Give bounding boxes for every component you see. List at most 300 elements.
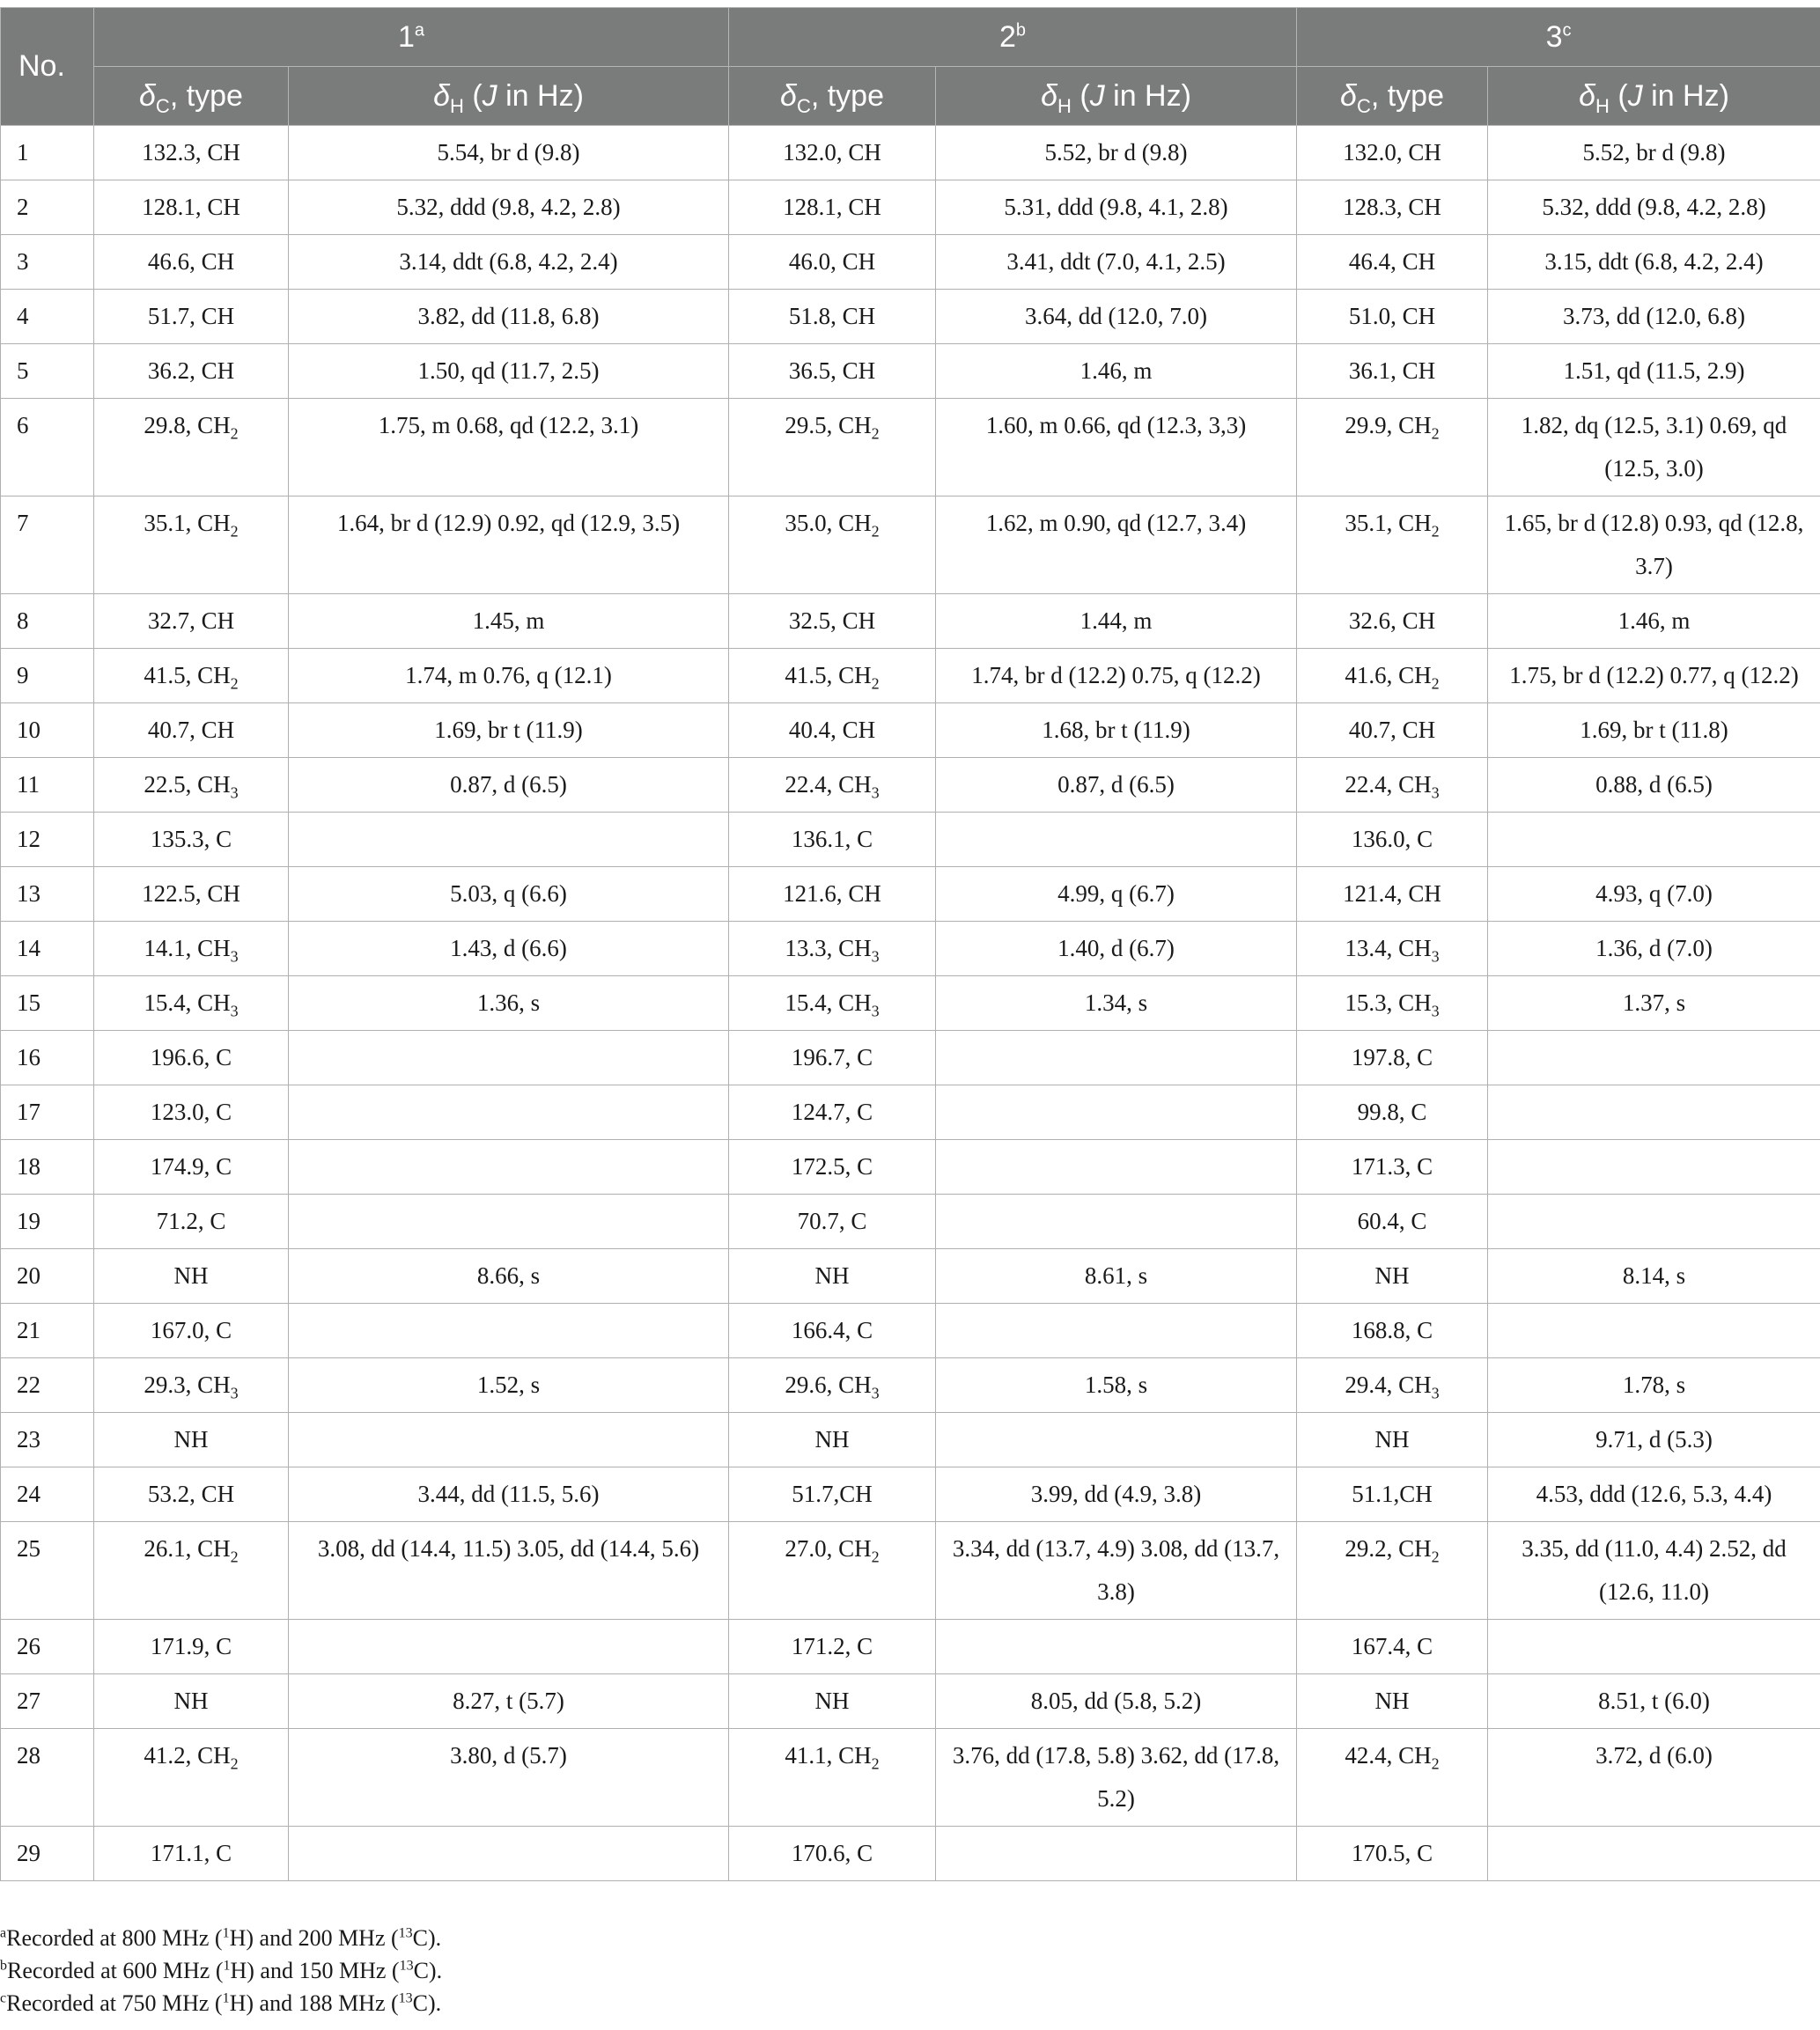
carbon-shift-cell: NH	[729, 1249, 936, 1304]
table-row	[1, 1413, 1820, 1467]
proton-shift-cell: 3.73, dd (12.0, 6.8)	[1488, 290, 1820, 344]
delta-symbol: δ	[433, 78, 450, 113]
carbon-shift-cell: 40.7, CH	[94, 703, 289, 758]
proton-shift-cell: 1.45, m	[289, 594, 729, 649]
position-number: 7	[1, 496, 94, 594]
carbon-shift-text: 41.1, CH	[785, 1742, 872, 1769]
carbon-shift-text: 41.5, CH	[144, 662, 231, 688]
proton-shift-cell: 4.99, q (6.7)	[936, 867, 1297, 922]
carbon-shift-cell: 36.5, CH	[729, 344, 936, 399]
hydrogen-count: 2	[1431, 1548, 1440, 1566]
carbon-shift-cell	[729, 1522, 936, 1620]
proton-shift-cell	[936, 1140, 1297, 1195]
proton-shift-cell	[1488, 1085, 1820, 1140]
proton-shift-cell	[1488, 1827, 1820, 1881]
carbon-shift-cell: 46.6, CH	[94, 235, 289, 290]
proton-shift-cell: 1.43, d (6.6)	[289, 922, 729, 976]
proton-shift-cell: 1.40, d (6.7)	[936, 922, 1297, 976]
carbon-shift-cell	[1297, 1522, 1488, 1620]
position-number: 3	[1, 235, 94, 290]
hydrogen-count: 2	[871, 1754, 880, 1773]
carbon-shift-cell	[1297, 922, 1488, 976]
carbon-shift-cell	[94, 649, 289, 703]
carbon-shift-cell: 170.5, C	[1297, 1827, 1488, 1881]
footnote-text: H) and 150 MHz (	[230, 1958, 400, 1983]
proton-shift-cell: 5.31, ddd (9.8, 4.1, 2.8)	[936, 180, 1297, 235]
proton-shift-cell	[289, 1620, 729, 1674]
delta-subscript: C	[1356, 94, 1371, 117]
proton-shift-cell: 5.52, br d (9.8)	[936, 126, 1297, 180]
table-row	[1, 1827, 1820, 1881]
table-row	[1, 126, 1820, 180]
proton-shift-cell: 8.51, t (6.0)	[1488, 1674, 1820, 1729]
position-number: 18	[1, 1140, 94, 1195]
carbon-shift-cell: 40.7, CH	[1297, 703, 1488, 758]
hydrogen-count: 3	[1431, 1002, 1440, 1020]
proton-shift-cell	[289, 1304, 729, 1358]
compound-label: 1	[397, 19, 415, 54]
carbon-shift-cell: 121.4, CH	[1297, 867, 1488, 922]
proton-shift-cell	[289, 1827, 729, 1881]
carbon-shift-text: 29.4, CH	[1345, 1372, 1432, 1398]
proton-shift-cell: 0.87, d (6.5)	[289, 758, 729, 813]
carbon-shift-cell: 196.6, C	[94, 1031, 289, 1085]
carbon-shift-cell: 171.3, C	[1297, 1140, 1488, 1195]
delta-subscript: H	[1057, 94, 1072, 117]
carbon-shift-cell: 166.4, C	[729, 1304, 936, 1358]
position-number: 4	[1, 290, 94, 344]
proton-shift-cell	[289, 1413, 729, 1467]
carbon-shift-cell: 32.5, CH	[729, 594, 936, 649]
proton-shift-cell: 1.74, m 0.76, q (12.1)	[289, 649, 729, 703]
carbon-shift-cell: 46.4, CH	[1297, 235, 1488, 290]
delta-symbol: δ	[780, 78, 797, 113]
proton-shift-cell: 1.46, m	[936, 344, 1297, 399]
proton-shift-cell: 3.82, dd (11.8, 6.8)	[289, 290, 729, 344]
header-delta-h	[289, 67, 729, 126]
proton-shift-cell: 1.75, m 0.68, qd (12.2, 3.1)	[289, 399, 729, 496]
hydrogen-count: 2	[871, 674, 880, 693]
carbon-shift-text: 13.3, CH	[785, 935, 872, 961]
footnote-text: H) and 188 MHz (	[229, 1990, 399, 2016]
carbon-shift-cell	[1297, 976, 1488, 1031]
position-number: 13	[1, 867, 94, 922]
proton-shift-cell	[936, 1620, 1297, 1674]
carbon-shift-text: 14.1, CH	[144, 935, 231, 961]
position-number: 2	[1, 180, 94, 235]
carbon-shift-cell: 60.4, C	[1297, 1195, 1488, 1249]
carbon-shift-cell: 128.3, CH	[1297, 180, 1488, 235]
footnote-mark: b	[0, 1958, 7, 1974]
proton-shift-cell: 5.32, ddd (9.8, 4.2, 2.8)	[1488, 180, 1820, 235]
compound-label: 3	[1545, 19, 1563, 54]
carbon-shift-cell	[729, 758, 936, 813]
carbon-shift-cell	[94, 758, 289, 813]
proton-shift-cell	[1488, 813, 1820, 867]
table-row	[1, 1085, 1820, 1140]
carbon-shift-cell: NH	[729, 1413, 936, 1467]
carbon-shift-text: 41.6, CH	[1345, 662, 1432, 688]
proton-shift-cell: 3.41, ddt (7.0, 4.1, 2.5)	[936, 235, 1297, 290]
carbon-shift-cell: 71.2, C	[94, 1195, 289, 1249]
position-number: 29	[1, 1827, 94, 1881]
carbon-shift-text: 29.9, CH	[1345, 412, 1432, 438]
delta-subscript: C	[155, 94, 170, 117]
footnote-mark: b	[1015, 20, 1027, 40]
coupling-j: J	[1627, 78, 1643, 113]
carbon-shift-cell: 32.7, CH	[94, 594, 289, 649]
proton-shift-cell: 1.62, m 0.90, qd (12.7, 3.4)	[936, 496, 1297, 594]
isotope-mass: 1	[222, 1925, 230, 1941]
position-number: 15	[1, 976, 94, 1031]
position-number: 12	[1, 813, 94, 867]
carbon-shift-text: 41.5, CH	[785, 662, 872, 688]
carbon-shift-text: 26.1, CH	[144, 1535, 231, 1562]
carbon-shift-cell	[1297, 399, 1488, 496]
proton-shift-cell: 5.54, br d (9.8)	[289, 126, 729, 180]
table-row	[1, 399, 1820, 496]
proton-shift-cell: 1.36, s	[289, 976, 729, 1031]
carbon-shift-cell: 196.7, C	[729, 1031, 936, 1085]
carbon-shift-cell: 132.0, CH	[1297, 126, 1488, 180]
header-no: No.	[1, 8, 94, 126]
hydrogen-count: 3	[871, 783, 880, 802]
footnote-text: C).	[412, 1990, 442, 2016]
delta-h-rest: in Hz)	[1104, 78, 1191, 113]
carbon-shift-cell: 32.6, CH	[1297, 594, 1488, 649]
carbon-shift-cell: 51.8, CH	[729, 290, 936, 344]
hydrogen-count: 2	[1431, 522, 1440, 541]
carbon-shift-cell: NH	[1297, 1249, 1488, 1304]
table-row	[1, 703, 1820, 758]
header-delta-c	[1297, 67, 1488, 126]
carbon-shift-cell	[94, 976, 289, 1031]
table-row	[1, 594, 1820, 649]
carbon-shift-cell: 171.1, C	[94, 1827, 289, 1881]
delta-symbol: δ	[139, 78, 156, 113]
carbon-shift-cell	[94, 1358, 289, 1413]
table-row	[1, 1729, 1820, 1827]
footnote-mark: a	[414, 20, 425, 40]
position-number: 20	[1, 1249, 94, 1304]
position-number: 17	[1, 1085, 94, 1140]
subheader-row	[1, 67, 1820, 126]
proton-shift-cell: 8.14, s	[1488, 1249, 1820, 1304]
carbon-shift-cell: 99.8, C	[1297, 1085, 1488, 1140]
proton-shift-cell: 1.60, m 0.66, qd (12.3, 3,3)	[936, 399, 1297, 496]
hydrogen-count: 3	[230, 1002, 239, 1020]
carbon-shift-cell: 174.9, C	[94, 1140, 289, 1195]
proton-shift-cell: 3.08, dd (14.4, 11.5) 3.05, dd (14.4, 5.6)	[289, 1522, 729, 1620]
position-number: 27	[1, 1674, 94, 1729]
carbon-shift-cell: 121.6, CH	[729, 867, 936, 922]
hydrogen-count: 2	[230, 674, 239, 693]
position-number: 16	[1, 1031, 94, 1085]
hydrogen-count: 2	[230, 424, 239, 443]
carbon-shift-text: 27.0, CH	[785, 1535, 872, 1562]
proton-shift-cell	[936, 1031, 1297, 1085]
proton-shift-cell	[1488, 1195, 1820, 1249]
carbon-shift-text: 15.4, CH	[785, 989, 872, 1016]
isotope-mass: 13	[398, 1925, 413, 1941]
carbon-shift-cell	[1297, 649, 1488, 703]
hydrogen-count: 3	[230, 947, 239, 966]
proton-shift-cell: 3.34, dd (13.7, 4.9) 3.08, dd (13.7, 3.8)	[936, 1522, 1297, 1620]
carbon-shift-cell: NH	[94, 1674, 289, 1729]
carbon-shift-cell: 40.4, CH	[729, 703, 936, 758]
carbon-shift-cell: NH	[94, 1413, 289, 1467]
hydrogen-count: 3	[871, 947, 880, 966]
proton-shift-cell: 1.37, s	[1488, 976, 1820, 1031]
hydrogen-count: 2	[871, 424, 880, 443]
delta-c-rest: , type	[810, 78, 884, 113]
carbon-shift-cell	[94, 496, 289, 594]
proton-shift-cell: 5.52, br d (9.8)	[1488, 126, 1820, 180]
proton-shift-cell: 1.50, qd (11.7, 2.5)	[289, 344, 729, 399]
carbon-shift-text: 22.4, CH	[785, 771, 872, 798]
table-row	[1, 235, 1820, 290]
coupling-j: J	[482, 78, 497, 113]
carbon-shift-cell: 170.6, C	[729, 1827, 936, 1881]
carbon-shift-cell	[94, 922, 289, 976]
carbon-shift-text: 22.4, CH	[1345, 771, 1432, 798]
position-number: 23	[1, 1413, 94, 1467]
hydrogen-count: 2	[1431, 674, 1440, 693]
carbon-shift-cell: 132.0, CH	[729, 126, 936, 180]
proton-shift-cell	[936, 1304, 1297, 1358]
footnote-text: C).	[412, 1925, 442, 1951]
position-number: 5	[1, 344, 94, 399]
isotope-mass: 13	[399, 1958, 414, 1974]
isotope-mass: 1	[222, 1990, 230, 2006]
carbon-shift-cell: 36.2, CH	[94, 344, 289, 399]
proton-shift-cell: 1.34, s	[936, 976, 1297, 1031]
hydrogen-count: 3	[871, 1384, 880, 1402]
carbon-shift-text: 29.3, CH	[144, 1372, 231, 1398]
carbon-shift-cell: 51.0, CH	[1297, 290, 1488, 344]
proton-shift-cell: 3.44, dd (11.5, 5.6)	[289, 1467, 729, 1522]
position-number: 8	[1, 594, 94, 649]
carbon-shift-cell	[1297, 1729, 1488, 1827]
proton-shift-cell: 8.61, s	[936, 1249, 1297, 1304]
compound-label: 2	[999, 19, 1016, 54]
table-row	[1, 1249, 1820, 1304]
footnote-mark: a	[0, 1925, 7, 1941]
hydrogen-count: 2	[1431, 424, 1440, 443]
carbon-shift-text: 15.3, CH	[1345, 989, 1432, 1016]
proton-shift-cell: 1.82, dq (12.5, 3.1) 0.69, qd (12.5, 3.0)	[1488, 399, 1820, 496]
footnote-line	[0, 1987, 442, 2019]
proton-shift-cell	[936, 1413, 1297, 1467]
carbon-shift-cell	[94, 1522, 289, 1620]
carbon-shift-cell	[729, 399, 936, 496]
proton-shift-cell	[289, 1195, 729, 1249]
proton-shift-cell: 8.66, s	[289, 1249, 729, 1304]
proton-shift-cell: 3.80, d (5.7)	[289, 1729, 729, 1827]
proton-shift-cell	[936, 813, 1297, 867]
carbon-shift-text: 15.4, CH	[144, 989, 231, 1016]
proton-shift-cell: 4.53, ddd (12.6, 5.3, 4.4)	[1488, 1467, 1820, 1522]
table-row	[1, 496, 1820, 594]
carbon-shift-cell: NH	[1297, 1413, 1488, 1467]
proton-shift-cell: 1.65, br d (12.8) 0.93, qd (12.8, 3.7)	[1488, 496, 1820, 594]
header-compound-2	[729, 8, 1297, 67]
footnote-line	[0, 1954, 442, 1987]
hydrogen-count: 2	[230, 522, 239, 541]
carbon-shift-cell: 70.7, C	[729, 1195, 936, 1249]
position-number: 9	[1, 649, 94, 703]
carbon-shift-cell: 53.2, CH	[94, 1467, 289, 1522]
carbon-shift-cell: 128.1, CH	[94, 180, 289, 235]
hydrogen-count: 2	[230, 1754, 239, 1773]
hydrogen-count: 3	[1431, 947, 1440, 966]
delta-subscript: C	[796, 94, 811, 117]
hydrogen-count: 2	[871, 522, 880, 541]
table-row	[1, 1620, 1820, 1674]
proton-shift-cell	[289, 1140, 729, 1195]
proton-shift-cell: 3.72, d (6.0)	[1488, 1729, 1820, 1827]
table-row	[1, 922, 1820, 976]
carbon-shift-cell: 51.7, CH	[94, 290, 289, 344]
header-compound-1	[94, 8, 729, 67]
hydrogen-count: 2	[871, 1548, 880, 1566]
table-row	[1, 867, 1820, 922]
table-row	[1, 1031, 1820, 1085]
carbon-shift-text: 35.0, CH	[785, 510, 872, 536]
delta-symbol: δ	[1041, 78, 1058, 113]
coupling-j: J	[1089, 78, 1105, 113]
proton-shift-cell: 5.32, ddd (9.8, 4.2, 2.8)	[289, 180, 729, 235]
table-row	[1, 649, 1820, 703]
proton-shift-cell	[936, 1085, 1297, 1140]
carbon-shift-text: 29.6, CH	[785, 1372, 872, 1398]
carbon-shift-cell: 51.7,CH	[729, 1467, 936, 1522]
proton-shift-cell: 4.93, q (7.0)	[1488, 867, 1820, 922]
footnote-text: Recorded at 800 MHz (	[6, 1925, 223, 1951]
footnote-mark: c	[0, 1990, 7, 2006]
position-number: 24	[1, 1467, 94, 1522]
position-number: 14	[1, 922, 94, 976]
proton-shift-cell: 1.78, s	[1488, 1358, 1820, 1413]
table-row	[1, 1358, 1820, 1413]
proton-shift-cell: 3.14, ddt (6.8, 4.2, 2.4)	[289, 235, 729, 290]
carbon-shift-cell	[729, 1729, 936, 1827]
carbon-shift-cell: 135.3, C	[94, 813, 289, 867]
carbon-shift-text: 42.4, CH	[1345, 1742, 1432, 1769]
proton-shift-cell: 1.68, br t (11.9)	[936, 703, 1297, 758]
delta-h-open: (	[1609, 78, 1628, 113]
carbon-shift-cell: 123.0, C	[94, 1085, 289, 1140]
proton-shift-cell: 0.88, d (6.5)	[1488, 758, 1820, 813]
delta-h-open: (	[463, 78, 483, 113]
proton-shift-cell: 0.87, d (6.5)	[936, 758, 1297, 813]
position-number: 21	[1, 1304, 94, 1358]
proton-shift-cell	[1488, 1620, 1820, 1674]
carbon-shift-cell: NH	[729, 1674, 936, 1729]
table-row	[1, 1195, 1820, 1249]
carbon-shift-cell	[729, 649, 936, 703]
proton-shift-cell: 8.05, dd (5.8, 5.2)	[936, 1674, 1297, 1729]
carbon-shift-cell: 36.1, CH	[1297, 344, 1488, 399]
position-number: 25	[1, 1522, 94, 1620]
proton-shift-cell: 5.03, q (6.6)	[289, 867, 729, 922]
hydrogen-count: 3	[1431, 1384, 1440, 1402]
hydrogen-count: 3	[1431, 783, 1440, 802]
carbon-shift-cell: 122.5, CH	[94, 867, 289, 922]
proton-shift-cell	[1488, 1140, 1820, 1195]
carbon-shift-text: 13.4, CH	[1345, 935, 1432, 961]
carbon-shift-cell: NH	[94, 1249, 289, 1304]
carbon-shift-cell: 171.9, C	[94, 1620, 289, 1674]
proton-shift-cell: 1.69, br t (11.8)	[1488, 703, 1820, 758]
delta-subscript: H	[1595, 94, 1610, 117]
table-row	[1, 758, 1820, 813]
carbon-shift-cell: 46.0, CH	[729, 235, 936, 290]
table-header	[1, 8, 1820, 126]
delta-symbol: δ	[1340, 78, 1357, 113]
proton-shift-cell: 1.69, br t (11.9)	[289, 703, 729, 758]
table-row	[1, 290, 1820, 344]
footnote-text: C).	[413, 1958, 443, 1983]
carbon-shift-cell	[729, 1358, 936, 1413]
delta-symbol: δ	[1579, 78, 1596, 113]
position-number: 1	[1, 126, 94, 180]
carbon-shift-cell	[729, 922, 936, 976]
carbon-shift-text: 29.8, CH	[144, 412, 231, 438]
proton-shift-cell	[1488, 1031, 1820, 1085]
footnote-line	[0, 1922, 442, 1954]
delta-c-rest: , type	[169, 78, 243, 113]
carbon-shift-cell	[1297, 1358, 1488, 1413]
table-row	[1, 976, 1820, 1031]
proton-shift-cell: 1.75, br d (12.2) 0.77, q (12.2)	[1488, 649, 1820, 703]
position-number: 22	[1, 1358, 94, 1413]
proton-shift-cell: 1.36, d (7.0)	[1488, 922, 1820, 976]
footnote-mark: c	[1562, 20, 1572, 40]
carbon-shift-cell: 132.3, CH	[94, 126, 289, 180]
proton-shift-cell: 8.27, t (5.7)	[289, 1674, 729, 1729]
carbon-shift-cell: 136.0, C	[1297, 813, 1488, 867]
position-number: 19	[1, 1195, 94, 1249]
carbon-shift-cell	[94, 1729, 289, 1827]
position-number: 6	[1, 399, 94, 496]
carbon-shift-cell: 171.2, C	[729, 1620, 936, 1674]
carbon-shift-cell: NH	[1297, 1674, 1488, 1729]
proton-shift-cell	[289, 1085, 729, 1140]
delta-c-rest: , type	[1370, 78, 1445, 113]
carbon-shift-cell: 167.4, C	[1297, 1620, 1488, 1674]
proton-shift-cell	[936, 1827, 1297, 1881]
isotope-mass: 13	[398, 1990, 413, 2006]
carbon-shift-cell	[1297, 758, 1488, 813]
header-delta-c	[94, 67, 289, 126]
hydrogen-count: 2	[1431, 1754, 1440, 1773]
hydrogen-count: 3	[230, 783, 239, 802]
header-compound-3	[1297, 8, 1820, 67]
carbon-shift-cell	[729, 976, 936, 1031]
delta-h-open: (	[1071, 78, 1090, 113]
table-row	[1, 1467, 1820, 1522]
carbon-shift-text: 29.5, CH	[785, 412, 872, 438]
proton-shift-cell: 3.15, ddt (6.8, 4.2, 2.4)	[1488, 235, 1820, 290]
header-delta-h	[1488, 67, 1820, 126]
hydrogen-count: 3	[871, 1002, 880, 1020]
table-row	[1, 1140, 1820, 1195]
delta-h-rest: in Hz)	[497, 78, 584, 113]
position-number: 10	[1, 703, 94, 758]
nmr-data-table	[0, 7, 1820, 1881]
proton-shift-cell: 3.76, dd (17.8, 5.8) 3.62, dd (17.8, 5.2)	[936, 1729, 1297, 1827]
